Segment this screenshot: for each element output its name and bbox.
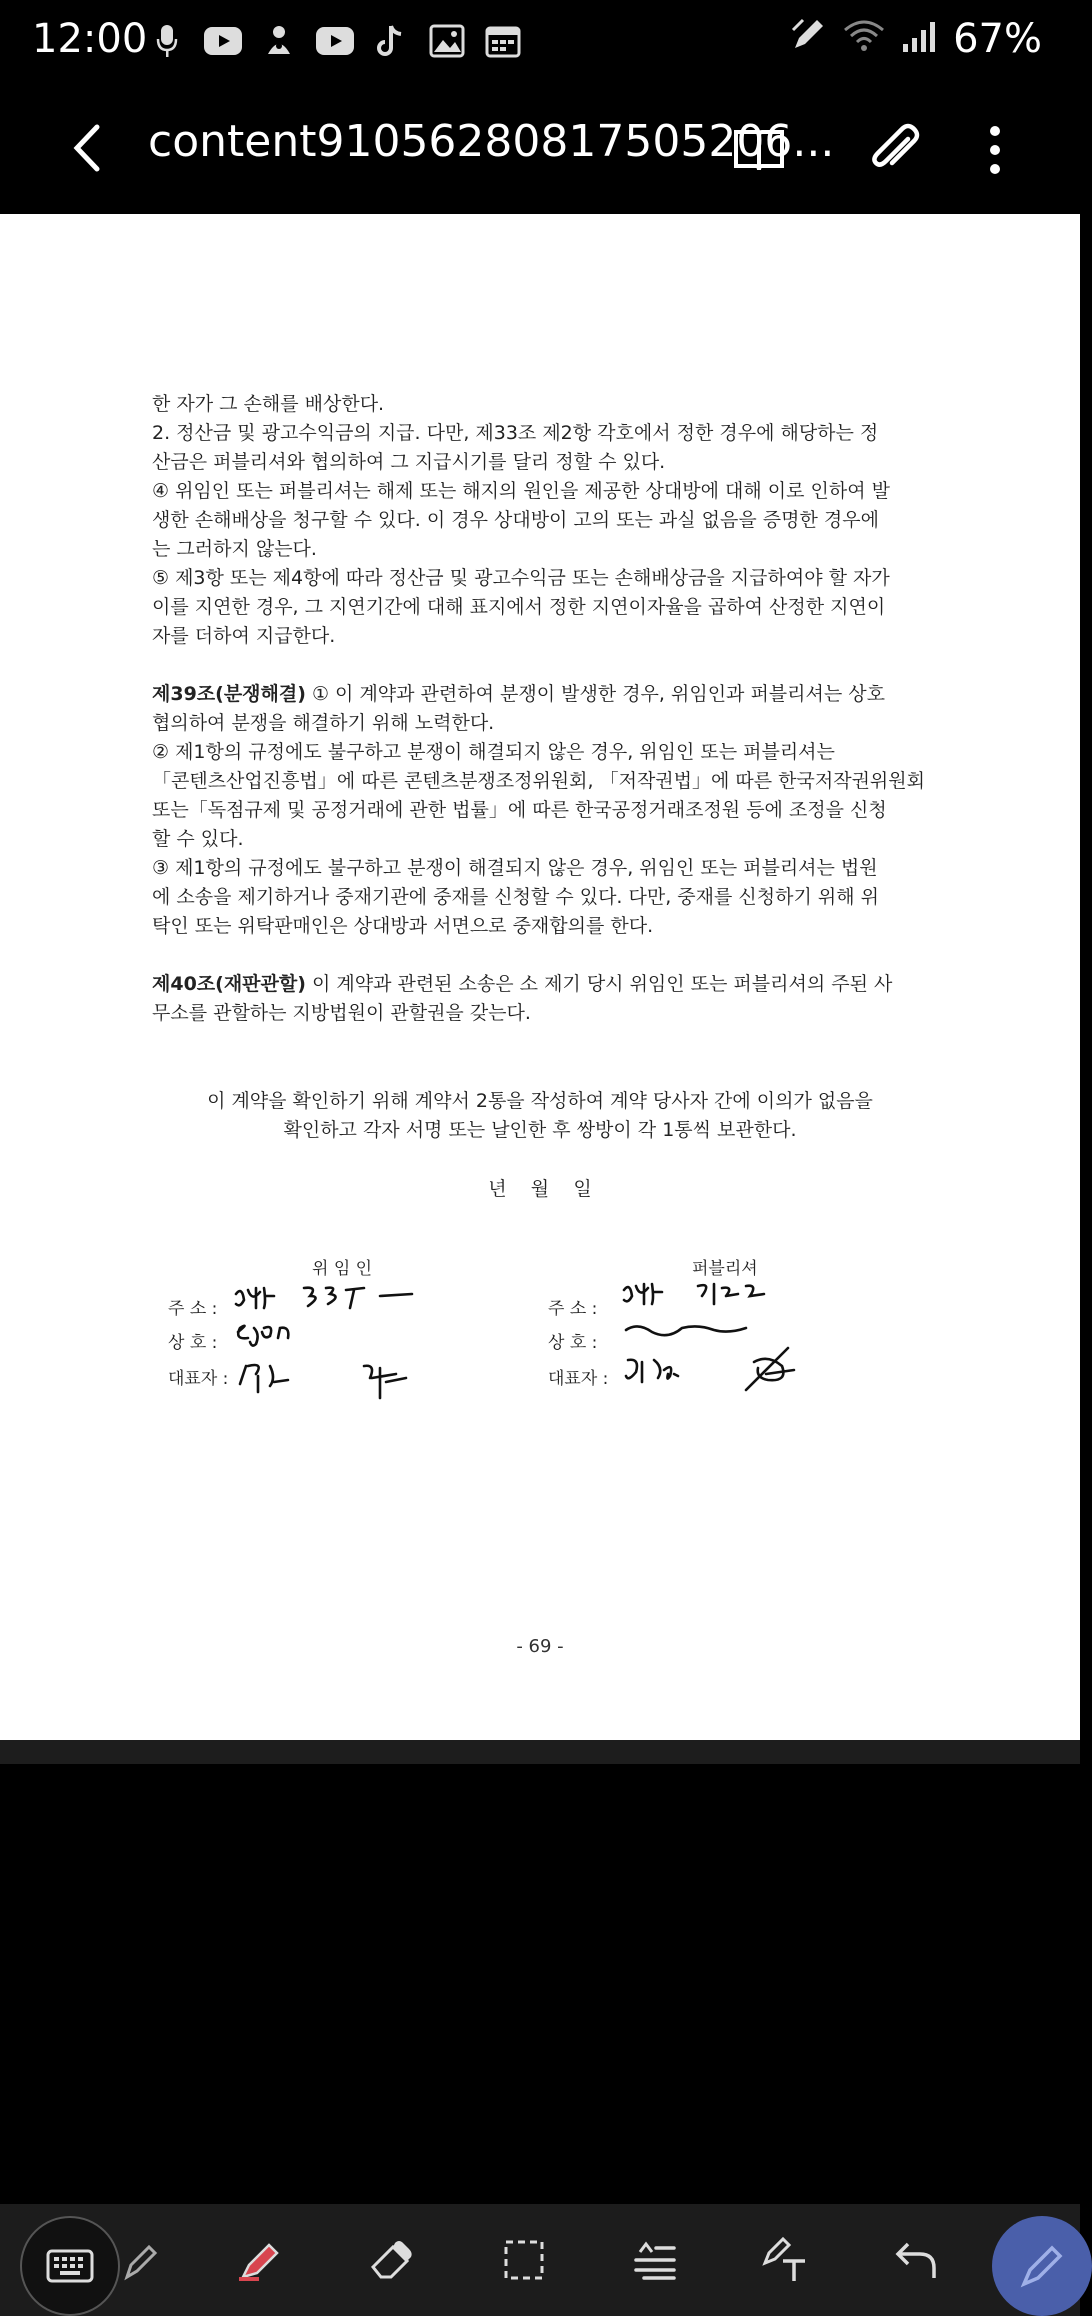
keyboard-button[interactable]: [20, 2216, 120, 2316]
date-line: 년 월 일: [488, 1178, 592, 1200]
status-notification-icons: [148, 22, 522, 60]
pen-icon: [119, 2237, 165, 2283]
closing-line: 이 계약을 확인하기 위해 계약서 2통을 작성하여 계약 당사자 간에 이의가 없음을: [207, 1090, 873, 1112]
status-right: [791, 16, 1042, 62]
youtube-icon-2: [316, 22, 354, 60]
text-line: ② 제1항의 규정에도 불구하고 분쟁이 해결되지 않은 경우, 위임인 또는 퍼블리셔는: [152, 741, 835, 763]
eraser-icon: [367, 2235, 417, 2285]
keyboard-icon: [46, 2249, 94, 2283]
party-right-title: 퍼블리셔: [692, 1259, 758, 1279]
battery-percent: 67%: [953, 16, 1042, 62]
mic-icon: [148, 22, 186, 60]
text-tool-button[interactable]: [750, 2224, 822, 2296]
status-time: 12:00: [32, 16, 148, 62]
party-left-rep-label: 대표자 :: [168, 1369, 229, 1389]
paragraph-top: [152, 390, 922, 651]
party-left-address-label: 주 소 :: [168, 1299, 218, 1319]
text-line: ③ 제1항의 규정에도 불구하고 분쟁이 해결되지 않은 경우, 위임인 또는 퍼블리셔는 법원: [152, 857, 878, 879]
text-line: 자를 더하여 지급한다.: [152, 625, 336, 647]
right-handwritten-signature: [618, 1278, 818, 1418]
status-bar: [0, 0, 1080, 80]
party-right-rep-label: 대표자 :: [548, 1369, 609, 1389]
eraser-tool-button[interactable]: [356, 2224, 428, 2296]
left-handwritten-signature: [230, 1282, 430, 1412]
article-40: [152, 970, 922, 1028]
signal-icon: [901, 16, 937, 62]
reading-mode-button[interactable]: [724, 110, 794, 190]
tiktok-icon: [372, 22, 410, 60]
app-bar: [0, 80, 1080, 214]
highlighter-tool-button[interactable]: [224, 2224, 296, 2296]
text-line: 협의하여 분쟁을 해결하기 위해 노력한다.: [152, 712, 495, 734]
attach-icon: [868, 123, 922, 177]
article-40-heading: 제40조(재판관할): [152, 973, 306, 995]
party-left-company-label: 상 호 :: [168, 1333, 218, 1353]
more-options-button[interactable]: [960, 110, 1030, 190]
document-page[interactable]: [0, 214, 1080, 1740]
attach-button[interactable]: [860, 110, 930, 190]
text-line: 생한 손해배상을 청구할 수 있다. 이 경우 상대방이 고의 또는 과실 없음을 증명한 경우에: [152, 509, 879, 531]
book-icon: [732, 126, 786, 174]
bottom-toolbar: [0, 2204, 1080, 2316]
text-line: 에 소송을 제기하거나 중재기관에 중재를 신청할 수 있다. 다만, 중재를 신청하기 위해 위: [152, 886, 879, 908]
text-line: 또는「독점규제 및 공정거래에 관한 법률」에 따른 한국공정거래조정원 등에 조정을 신청: [152, 799, 887, 821]
back-icon: [69, 123, 105, 173]
text-line: 제39조(분쟁해결) ① 이 계약과 관련하여 분쟁이 발생한 경우, 위임인과 퍼블리셔는 상호: [152, 683, 885, 705]
text-line: 「콘텐츠산업진흥법」에 따른 콘텐츠분쟁조정위원회, 「저작권법」에 따른 한국저작권위원회: [152, 770, 925, 792]
wifi-icon: [843, 16, 885, 62]
text-line: ④ 위임인 또는 퍼블리셔는 해제 또는 해지의 원인을 제공한 상대방에 대해 이로 인하여 발: [152, 480, 890, 502]
back-button[interactable]: [52, 108, 122, 188]
party-right-company-label: 상 호 :: [548, 1333, 598, 1353]
pen-fab-icon: [1014, 2238, 1070, 2294]
article-39: [152, 680, 925, 941]
selection-tool-button[interactable]: [488, 2224, 560, 2296]
page-number: - 69 -: [516, 1636, 564, 1657]
align-tool-button[interactable]: [618, 2224, 690, 2296]
undo-icon: [892, 2238, 940, 2282]
text-line: 할 수 있다.: [152, 828, 244, 850]
pen-icon: [791, 16, 827, 62]
text-line: 무소를 관할하는 지방법원이 관할권을 갖는다.: [152, 1002, 531, 1024]
highlighter-icon: [235, 2235, 285, 2285]
party-left-title: 위 임 인: [312, 1259, 373, 1279]
text-line: ⑤ 제3항 또는 제4항에 따라 정산금 및 광고수익금 또는 손해배상금을 지급하여야 할 자가: [152, 567, 890, 589]
text-icon: [761, 2235, 811, 2285]
document-title: content91056280817505206...: [148, 116, 835, 167]
calendar-icon: [484, 22, 522, 60]
gallery-icon: [428, 22, 466, 60]
text-line: 제40조(재판관할) 이 계약과 관련된 소송은 소 제기 당시 위임인 또는 퍼블리셔의 주된 사: [152, 973, 893, 995]
party-right-address-label: 주 소 :: [548, 1299, 598, 1319]
pen-tool-button[interactable]: [106, 2224, 178, 2296]
app-icon: [260, 22, 298, 60]
text-line: 산금은 퍼블리셔와 협의하여 그 지급시기를 달리 정할 수 있다.: [152, 451, 666, 473]
text-line: 한 자가 그 손해를 배상한다.: [152, 393, 385, 415]
youtube-icon: [204, 22, 242, 60]
text-line: 탁인 또는 위탁판매인은 상대방과 서면으로 중재합의를 한다.: [152, 915, 654, 937]
closing-line: 확인하고 각자 서명 또는 날인한 후 쌍방이 각 1통씩 보관한다.: [283, 1119, 797, 1141]
pen-fab-button[interactable]: [992, 2216, 1092, 2316]
article-39-heading: 제39조(분쟁해결): [152, 683, 306, 705]
undo-button[interactable]: [880, 2224, 952, 2296]
more-icon: [987, 125, 1003, 175]
page-separator: [0, 1740, 1080, 1764]
text-line: 는 그러하지 않는다.: [152, 538, 317, 560]
selection-icon: [502, 2238, 546, 2282]
align-icon: [630, 2238, 678, 2282]
text-line: 이를 지연한 경우, 그 지연기간에 대해 표지에서 정한 지연이자율을 곱하여 산정한 지연이: [152, 596, 886, 618]
text-line: 2. 정산금 및 광고수익금의 지급. 다만, 제33조 제2항 각호에서 정한 경우에 해당하는 정: [152, 422, 879, 444]
